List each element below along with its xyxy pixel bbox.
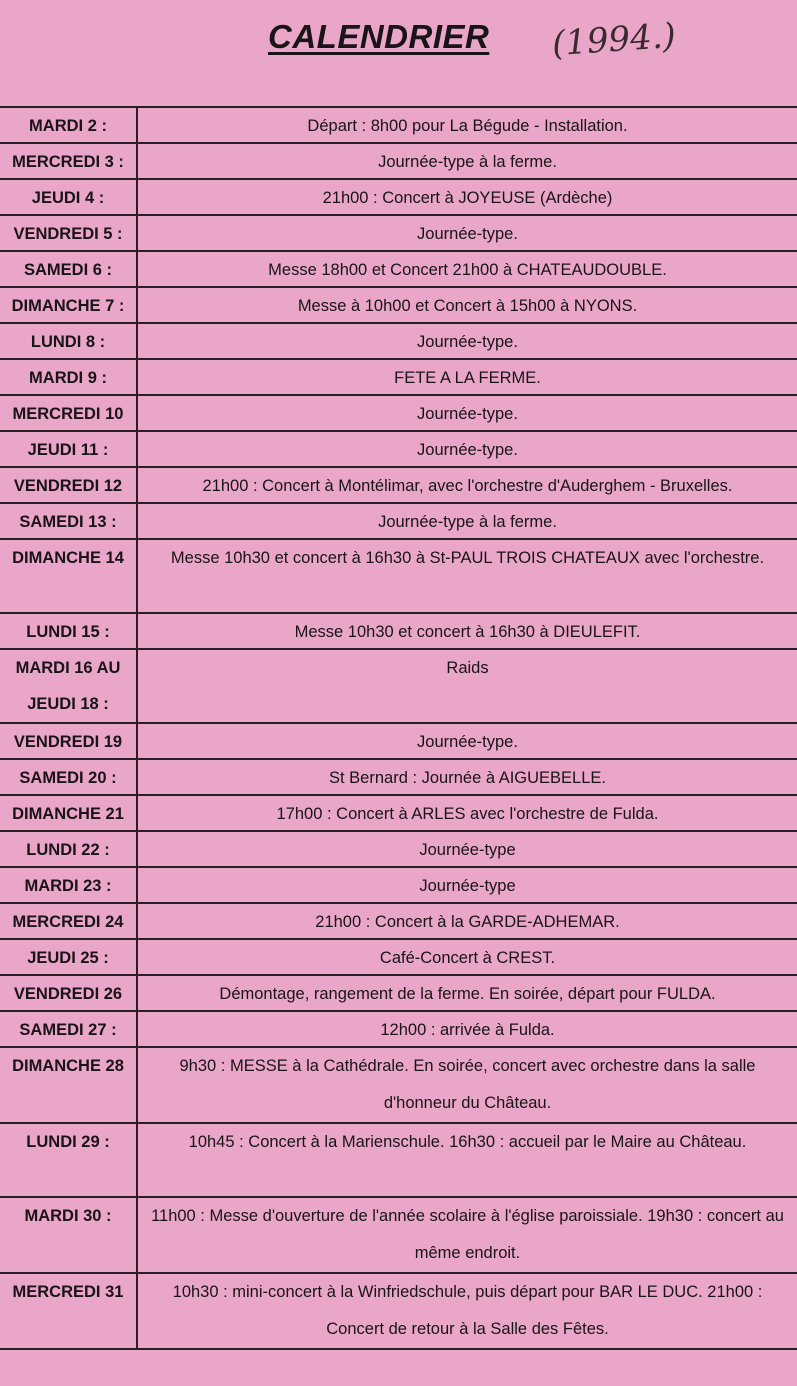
event-text: 21h00 : Concert à la GARDE-ADHEMAR. (315, 913, 620, 931)
day-cell (0, 795, 137, 831)
day-cell (0, 975, 137, 1011)
calendar-row (0, 1123, 797, 1197)
day-cell (0, 1011, 137, 1047)
calendar-body (0, 107, 797, 1349)
day-label: DIMANCHE 7 : (11, 297, 125, 315)
day-cell (0, 395, 137, 431)
day-label: LUNDI 29 : (26, 1133, 110, 1151)
header (0, 14, 797, 74)
day-label: JEUDI 25 : (27, 949, 109, 967)
event-cell (137, 759, 797, 795)
calendar-row (0, 649, 797, 723)
event-text: Journée-type. (417, 333, 518, 351)
page-title: CALENDRIER (268, 18, 490, 55)
event-text: Raids (446, 659, 489, 677)
event-cell (137, 287, 797, 323)
day-cell (0, 179, 137, 215)
event-cell (137, 613, 797, 649)
calendar-row (0, 107, 797, 143)
event-cell (137, 1011, 797, 1047)
day-cell (0, 723, 137, 759)
calendar-row (0, 1047, 797, 1123)
event-cell (137, 795, 797, 831)
day-cell (0, 503, 137, 539)
event-cell (137, 215, 797, 251)
day-label: MARDI 2 : (29, 117, 107, 135)
event-text: St Bernard : Journée à AIGUEBELLE. (329, 769, 606, 787)
day-label: MARDI 9 : (29, 369, 107, 387)
day-cell (0, 613, 137, 649)
event-cell (137, 649, 797, 723)
calendar-row (0, 903, 797, 939)
event-cell (137, 831, 797, 867)
day-label: LUNDI 15 : (26, 623, 110, 641)
event-cell (137, 1047, 797, 1123)
day-cell (0, 1047, 137, 1123)
event-text: Messe à 10h00 et Concert à 15h00 à NYONS. (297, 297, 638, 315)
event-text: Café-Concert à CREST. (379, 949, 556, 967)
calendar-row (0, 613, 797, 649)
day-label: SAMEDI 13 : (19, 513, 117, 531)
event-cell (137, 323, 797, 359)
event-cell (137, 939, 797, 975)
day-label: DIMANCHE 21 (12, 805, 124, 823)
event-text: Journée-type. (417, 405, 518, 423)
calendar-row (0, 215, 797, 251)
event-text: Journée-type. (417, 441, 518, 459)
day-cell (0, 1123, 137, 1197)
day-label: VENDREDI 12 (13, 477, 123, 495)
day-cell (0, 903, 137, 939)
day-cell (0, 143, 137, 179)
calendar-row (0, 1197, 797, 1273)
day-cell (0, 831, 137, 867)
day-cell (0, 359, 137, 395)
event-text: Journée-type (419, 877, 516, 895)
event-cell (137, 359, 797, 395)
day-label: VENDREDI 5 : (13, 225, 123, 243)
calendar-row (0, 251, 797, 287)
day-label: MERCREDI 31 (12, 1283, 124, 1301)
event-cell (137, 107, 797, 143)
event-cell (137, 1273, 797, 1349)
event-text: FETE A LA FERME. (394, 369, 541, 387)
day-label: MARDI 30 : (24, 1207, 112, 1225)
handwritten-year-note: (1994.) (550, 15, 678, 65)
event-text: 10h30 : mini-concert à la Winfriedschule, puis départ pour BAR LE DUC. 21h00 : Concert de retour à la Salle des Fêtes. (172, 1283, 763, 1338)
event-text: 21h00 : Concert à Montélimar, avec l'orchestre d'Auderghem - Bruxelles. (202, 477, 733, 495)
day-label: LUNDI 8 : (30, 333, 106, 351)
event-text: 11h00 : Messe d'ouverture de l'année scolaire à l'église paroissiale. 19h30 : concert au même endroit. (151, 1207, 784, 1262)
event-cell (137, 1197, 797, 1273)
event-text: Messe 10h30 et concert à 16h30 à DIEULEFIT. (294, 623, 641, 641)
day-label: JEUDI 11 : (27, 441, 109, 459)
day-label: MARDI 16 AU JEUDI 18 : (15, 659, 121, 713)
event-cell (137, 467, 797, 503)
day-label: VENDREDI 19 (13, 733, 123, 751)
day-label: MERCREDI 24 (12, 913, 124, 931)
calendar-row (0, 431, 797, 467)
event-cell (137, 251, 797, 287)
event-cell (137, 1123, 797, 1197)
calendar-row (0, 539, 797, 613)
calendar-row (0, 795, 797, 831)
event-text: Démontage, rangement de la ferme. En soirée, départ pour FULDA. (219, 985, 716, 1003)
day-cell (0, 939, 137, 975)
day-label: SAMEDI 27 : (19, 1021, 117, 1039)
event-cell (137, 431, 797, 467)
event-text: Messe 18h00 et Concert 21h00 à CHATEAUDOUBLE. (268, 261, 667, 279)
day-cell (0, 539, 137, 613)
event-text: Journée-type à la ferme. (378, 153, 557, 171)
day-label: MARDI 23 : (24, 877, 112, 895)
calendar-row (0, 179, 797, 215)
event-text: Journée-type à la ferme. (378, 513, 557, 531)
event-cell (137, 503, 797, 539)
event-cell (137, 539, 797, 613)
day-label: LUNDI 22 : (26, 841, 110, 859)
calendar-row (0, 395, 797, 431)
calendar-row (0, 975, 797, 1011)
event-cell (137, 395, 797, 431)
day-label: SAMEDI 6 : (23, 261, 112, 279)
day-cell (0, 1197, 137, 1273)
day-label: SAMEDI 20 : (19, 769, 117, 787)
event-text: 21h00 : Concert à JOYEUSE (Ardèche) (322, 189, 613, 207)
event-text: Messe 10h30 et concert à 16h30 à St-PAUL TROIS CHATEAUX avec l'orchestre. (170, 549, 765, 567)
calendar-row (0, 287, 797, 323)
day-cell (0, 215, 137, 251)
day-label: MERCREDI 10 (12, 405, 124, 423)
event-text: Journée-type. (417, 225, 518, 243)
day-cell (0, 1273, 137, 1349)
calendar-row (0, 503, 797, 539)
day-cell (0, 467, 137, 503)
calendar-row (0, 1011, 797, 1047)
day-label: MERCREDI 3 : (12, 153, 124, 171)
day-cell (0, 867, 137, 903)
day-label: DIMANCHE 28 (12, 1057, 124, 1075)
day-cell (0, 107, 137, 143)
event-text: 9h30 : MESSE à la Cathédrale. En soirée, concert avec orchestre dans la salle d'honneur du Château. (179, 1057, 756, 1112)
day-label: VENDREDI 26 (13, 985, 123, 1003)
event-text: Journée-type. (417, 733, 518, 751)
event-text: Départ : 8h00 pour La Bégude - Installation. (307, 117, 628, 135)
calendar-row (0, 1273, 797, 1349)
event-cell (137, 867, 797, 903)
day-cell (0, 323, 137, 359)
calendar-row (0, 723, 797, 759)
day-cell (0, 431, 137, 467)
calendar-row (0, 759, 797, 795)
calendar-row (0, 939, 797, 975)
calendar-row (0, 143, 797, 179)
calendar-row (0, 467, 797, 503)
calendar-row (0, 359, 797, 395)
day-cell (0, 251, 137, 287)
day-cell (0, 649, 137, 723)
event-text: Journée-type (419, 841, 516, 859)
day-label: DIMANCHE 14 (12, 549, 124, 567)
day-label: JEUDI 4 : (31, 189, 105, 207)
event-cell (137, 179, 797, 215)
event-text: 10h45 : Concert à la Marienschule. 16h30 : accueil par le Maire au Château. (188, 1133, 747, 1151)
calendar-row (0, 831, 797, 867)
event-cell (137, 723, 797, 759)
calendar-row (0, 323, 797, 359)
event-text: 12h00 : arrivée à Fulda. (380, 1021, 555, 1039)
calendar-table (0, 106, 797, 1350)
event-cell (137, 975, 797, 1011)
event-cell (137, 903, 797, 939)
day-cell (0, 759, 137, 795)
calendar-row (0, 867, 797, 903)
event-text: 17h00 : Concert à ARLES avec l'orchestre de Fulda. (276, 805, 659, 823)
event-cell (137, 143, 797, 179)
day-cell (0, 287, 137, 323)
